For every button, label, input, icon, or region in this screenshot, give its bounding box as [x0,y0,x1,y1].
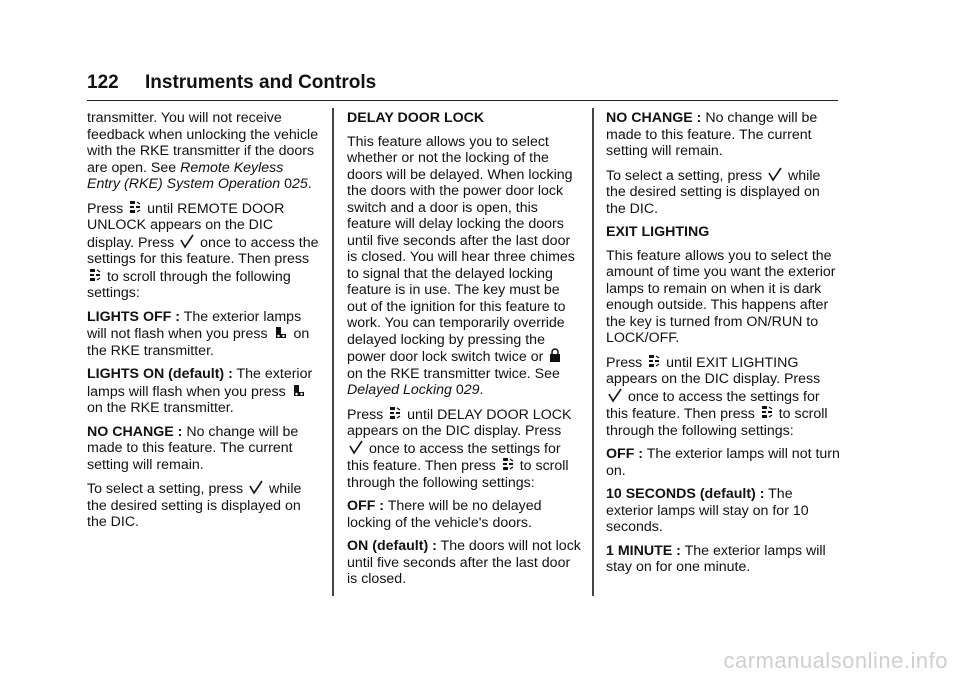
paragraph: 1 MINUTE : The exterior lamps will stay on for one minute. [606,542,826,575]
column-divider [592,108,594,596]
paragraph: Press until REMOTE DOOR UNLOCK appears on the DIC display. Press once to access the settings for this feature. Then press to scroll through the following settings: [87,200,319,301]
setting-label: OFF : [347,498,385,514]
column-middle [347,110,582,595]
paragraph: NO CHANGE : No change will be made to this feature. The current setting will remain. [87,423,299,473]
setting-label: LIGHTS OFF : [87,308,180,325]
checkmark-icon [349,440,363,455]
setting-label: 10 SECONDS (default) : [606,486,765,502]
setting-label: NO CHANGE : [87,423,183,440]
vehicle-menu-icon [648,354,660,369]
section-heading: DELAY DOOR LOCK [347,110,485,126]
ref-arrow: 0 [455,382,464,398]
paragraph: OFF : There will be no delayed locking of the vehicle's doors. [347,498,542,531]
paragraph: To select a setting, press while the desired setting is displayed on the DIC. [87,481,302,530]
page-reference: 25 [292,176,308,192]
exterior-lamp-icon [274,325,288,340]
column-right [606,110,841,583]
cross-reference-link[interactable]: Delayed Locking [347,382,452,398]
setting-label: LIGHTS ON (default) : [87,366,233,382]
page-reference: 29 [463,382,480,398]
paragraph: LIGHTS ON (default) : The exterior lamps will flash when you press on the RKE transmitter. [87,366,313,416]
checkmark-icon [249,480,263,495]
setting-label: OFF : [606,446,644,462]
column-divider [332,108,334,596]
vehicle-menu-icon [502,457,514,472]
setting-label: ON (default) : [347,538,437,554]
checkmark-icon [608,388,622,403]
paragraph: OFF : The exterior lamps will not turn on. [606,446,840,479]
paragraph: LIGHTS OFF : The exterior lamps will not flash when you press on the RKE transmitter. [87,308,310,359]
paragraph: NO CHANGE : No change will be made to this feature. The current setting will remain. [606,110,818,159]
vehicle-menu-icon [129,200,141,215]
watermark: carmanualsonline.info [723,648,948,673]
section-heading: EXIT LIGHTING [606,224,710,240]
section-title: Instruments and Controls [145,72,377,93]
column-left [87,110,319,538]
vehicle-menu-icon [389,406,401,421]
vehicle-menu-icon [89,268,101,283]
exterior-lamp-icon [292,383,306,398]
paragraph: This feature allows you to select the amount of time you want the exterior lamps to remain on when it is dark enough outside. This happens after the key is turned from ON/RUN to LOCK/OFF. [606,247,836,346]
lock-icon [549,348,561,363]
paragraph: Press until DELAY DOOR LOCK appears on the DIC display. Press once to access the settings for this feature. Then press to scroll through the following settings: [347,406,572,491]
setting-label: NO CHANGE : [606,110,702,126]
paragraph: ON (default) : The doors will not lock until five seconds after the last door is closed. [347,538,581,587]
setting-label: 1 MINUTE : [606,542,681,559]
checkmark-icon [180,234,194,249]
paragraph: 10 SECONDS (default) : The exterior lamps will stay on for 10 seconds. [606,486,809,535]
paragraph: transmitter. You will not receive feedback when unlocking the vehicle with the RKE transmitter if the doors are open. See Remote Keyless Entry (RKE) System Operation 025. [87,110,319,192]
cross-reference-link[interactable]: Remote Keyless Entry (RKE) System Operation [87,159,284,192]
page-header [87,70,838,101]
checkmark-icon [768,167,782,182]
paragraph: To select a setting, press while the desired setting is displayed on the DIC. [606,167,821,217]
paragraph: This feature allows you to select whether or not the locking of the doors will be delayed. When locking the doors with the power door lock switch and a door is open, this feature will delay locking the doors until five seconds after the last door is closed. You will hear three chimes to signal that the delayed locking feature is in use. The key must be out of the ignition for this feature to work. You can temporarily override delayed locking by pressing the power door lock switch twice or on the RKE transmitter twice. See Delayed Locking 029. [347,133,575,398]
ref-arrow: 0 [284,176,293,192]
page-number: 122 [87,72,119,93]
vehicle-menu-icon [761,405,773,420]
paragraph: Press until EXIT LIGHTING appears on the DIC display. Press once to access the settings for this feature. Then press to scroll through the following settings: [606,354,828,439]
